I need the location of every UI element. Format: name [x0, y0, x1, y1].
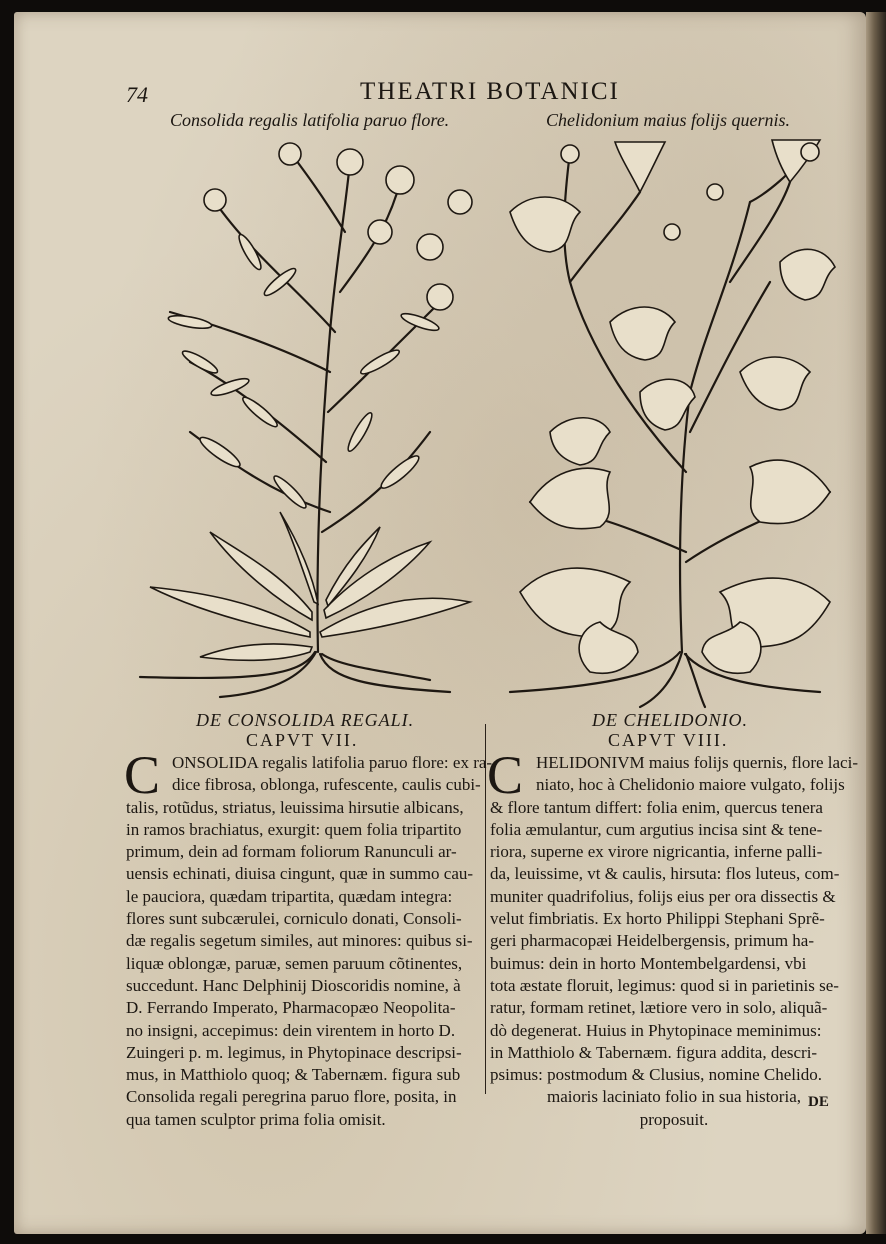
- right-chapter-heading: CAPVT VIII.: [608, 730, 729, 750]
- page-number: 74: [126, 82, 148, 107]
- text-line: D. Ferrando Imperato, Pharmacopæo Neopolita-: [126, 998, 456, 1018]
- running-head: THEATRI BOTANICI: [360, 78, 620, 105]
- left-figure-caption: Consolida regalis latifolia paruo flore.: [170, 110, 450, 130]
- text-line: HELIDONIVM maius folijs quernis, flore laci-: [536, 753, 858, 772]
- text-line: buimus: dein in horto Montembelgardensi, vbi: [490, 953, 807, 973]
- text-line: muniter quadrifolius, folijs eius per ora dissectis &: [490, 886, 836, 906]
- text-line: tota æstate floruit, legimus: quod si in parietinis se-: [490, 975, 839, 995]
- consolida-woodcut-illustration: [130, 132, 490, 712]
- text-line: liquæ oblongæ, paruæ, semen paruum cõtinentes,: [126, 953, 463, 973]
- text-line: ratur, formam retinet, lætiore vero in solo, aliquã-: [490, 998, 828, 1018]
- text-line: velut fimbriatis. Ex horto Philippi Stephani Sprẽ-: [490, 909, 825, 929]
- text-line: dice fibrosa, oblonga, rufescente, caulis cubi-: [172, 775, 481, 795]
- text-line: proposuit.: [639, 1109, 709, 1129]
- left-body-text: [126, 752, 492, 1131]
- text-line: & flore tantum differt: folia enim, quercus tenera: [490, 797, 823, 817]
- text-line: in Matthiolo & Tabernæm. figura addita, descri-: [490, 1042, 818, 1062]
- text-line: Consolida regali peregrina paruo flore, posita, in: [126, 1087, 457, 1107]
- text-line: psimus: postmodum & Clusius, nomine Chelido.: [490, 1065, 822, 1085]
- text-line: dò degenerat. Huius in Phytopinace meminimus:: [490, 1020, 822, 1040]
- text-line: in ramos brachiatus, exurgit: quem folia tripartito: [126, 819, 462, 839]
- left-chapter-heading: CAPVT VII.: [246, 730, 359, 750]
- text-line: niato, hoc à Chelidonio maiore vulgato, folijs: [536, 775, 845, 795]
- text-line: talis, rotũdus, striatus, leuissima hirsutie albicans,: [126, 797, 464, 817]
- text-line: maioris laciniato folio in sua historia,: [546, 1087, 801, 1107]
- text-line: le pauciora, quædam tripartita, quædam integra:: [126, 886, 453, 906]
- text-line: no insigni, accepimus: dein virentem in horto D.: [126, 1020, 456, 1040]
- text-line: mus, in Matthiolo quoq; & Tabernæm. figura sub: [126, 1065, 461, 1085]
- text-line: Zuingeri p. m. legimus, in Phytopinace descripsi-: [126, 1042, 462, 1062]
- text-line: succedunt. Hanc Delphinij Dioscoridis nomine, à: [126, 975, 461, 995]
- text-line: qua tamen sculptor prima folia omisit.: [126, 1109, 386, 1129]
- left-section-title: DE CONSOLIDA REGALI.: [196, 710, 415, 730]
- text-line: flores sunt subcærulei, corniculo donati, Consoli-: [126, 909, 462, 929]
- right-body-text: [490, 752, 858, 1131]
- text-line: uensis echinati, diuisa cingunt, quæ in summo cau-: [126, 864, 474, 884]
- right-drop-cap: C: [487, 745, 524, 805]
- left-drop-cap: C: [124, 745, 161, 805]
- text-line: primum, dein ad formam foliorum Ranunculi ar-: [126, 842, 457, 862]
- text-line: dæ regalis segetum similes, aut minores: quibus si-: [126, 931, 473, 951]
- text-line: da, leuissime, vt & caulis, hirsuta: flos luteus, com-: [490, 864, 840, 884]
- text-line: ONSOLIDA regalis latifolia paruo flore: ex ra-: [172, 753, 493, 772]
- text-line: folia æmulantur, cum argutius incisa sint & tene-: [490, 819, 823, 839]
- text-line: geri pharmacopæi Heidelbergensis, primum ha-: [490, 931, 815, 951]
- page-edge: [866, 12, 886, 1234]
- right-figure-caption: Chelidonium maius folijs quernis.: [546, 110, 791, 130]
- catchword: DE: [808, 1094, 829, 1110]
- chelidonium-woodcut-illustration: [490, 132, 850, 712]
- text-line: riora, superne ex virore nigricantia, inferne palli-: [490, 842, 823, 862]
- right-section-title: DE CHELIDONIO.: [592, 710, 748, 730]
